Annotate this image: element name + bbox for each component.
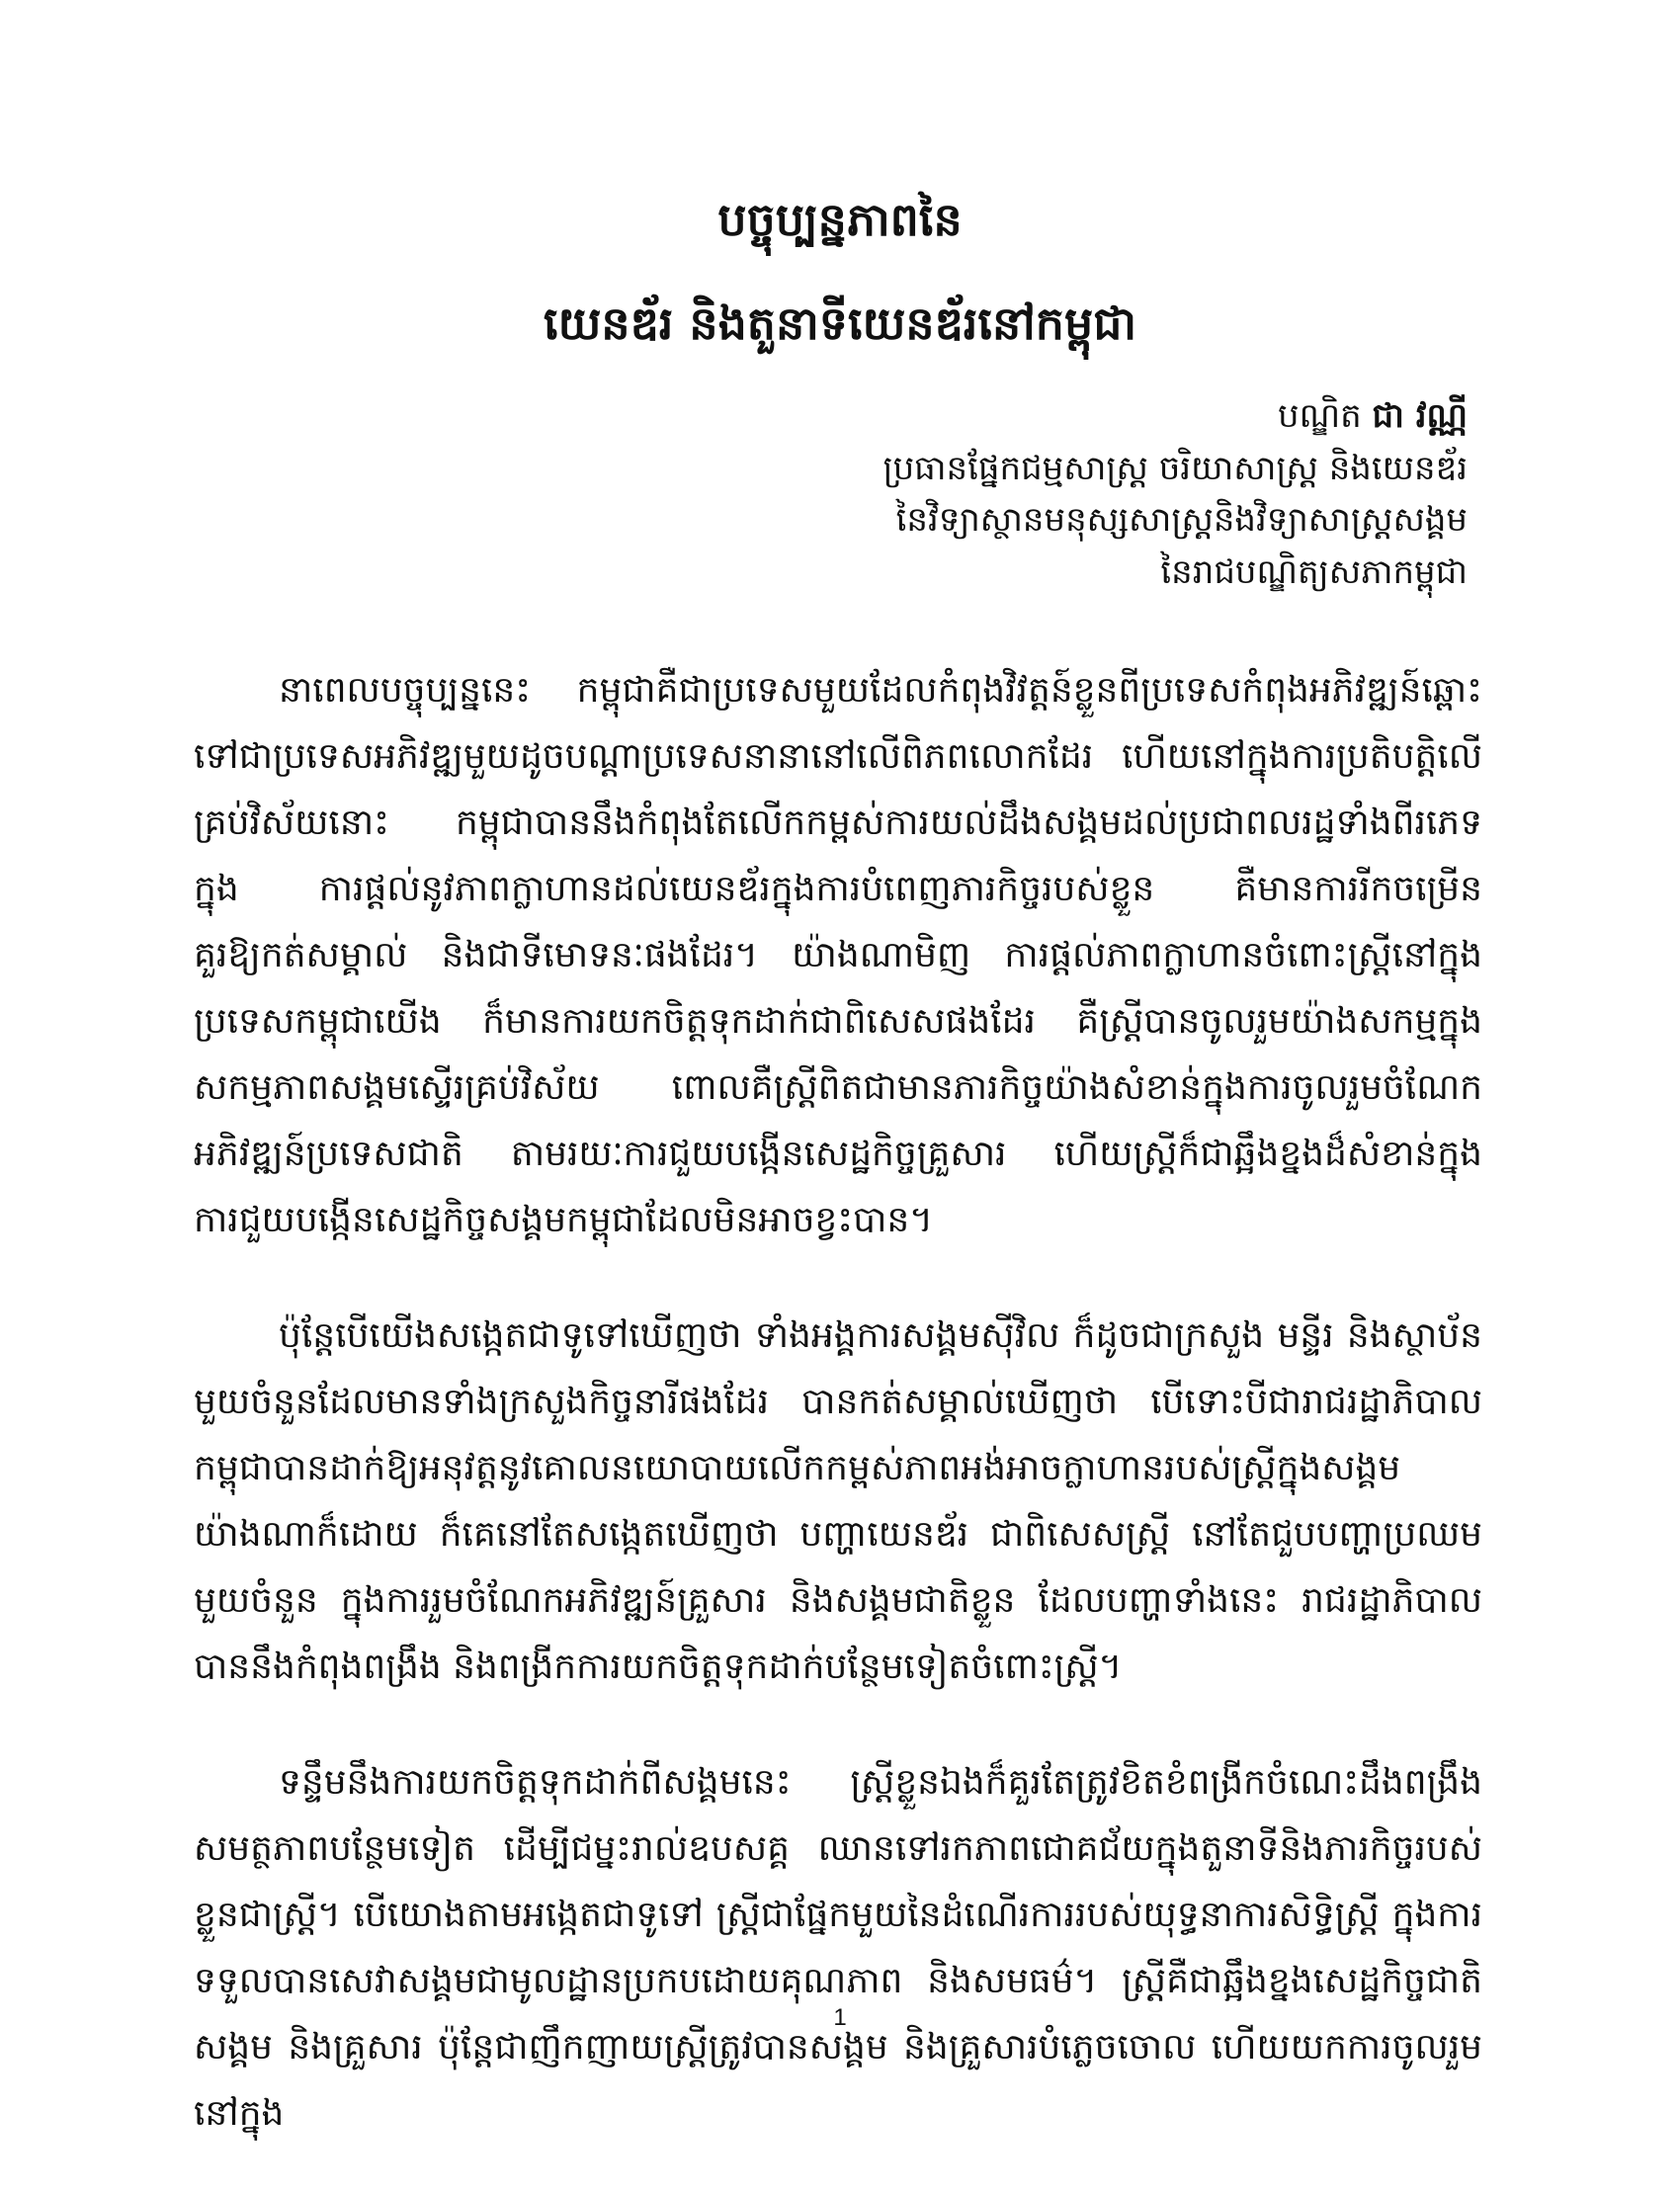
- body-text: [194, 657, 1482, 2196]
- author-block: [882, 390, 1468, 599]
- author-academy: នៃរាជបណ្ឌិត្យសភាកម្ពុជា: [1160, 552, 1468, 593]
- document-title-line-1: បច្ចុប្បន្នភាពនៃ: [717, 193, 963, 246]
- author-prefix: បណ្ឌិត: [1278, 396, 1362, 436]
- document-title-line-2: យេនឌ័រ និងតួនាទីយេនឌ័រនៅកម្ពុជា: [544, 296, 1136, 350]
- body-paragraph-3: ទន្ទឹមនឹងការយកចិត្តទុកដាក់ពីសង្គមនេះ ស្ត្រីខ្លួនឯងក៏គួរតែត្រូវខិតខំពង្រីកចំណេះដឹងពង្រឹងសមត្ថភាពបន្ថែមទៀត ដើម្បីជម្នះរាល់ឧបសគ្គ ឈានទៅរកភាពជោគជ័យក្នុងតួនាទីនិងភារកិច្ចរបស់ខ្លួនជាស្ត្រី។ បើយោងតាមអង្កេតជាទូទៅ ស្ត្រីជាផ្នែកមួយនៃដំណើរការរបស់យុទ្ធនាការសិទ្ធិស្ត្រី ក្នុងការទទួលបានសេវាសង្គមជាមូលដ្ឋានប្រកបដោយគុណភាព និងសមធម៌។ ស្ត្រីគឺជាឆ្អឹងខ្នងសេដ្ឋកិច្ចជាតិ សង្គម និងគ្រួសារ ប៉ុន្តែជាញឹកញាយស្ត្រីត្រូវបានសង្គម និងគ្រួសារបំភ្លេចចោល ហើយយកការចូលរួមនៅក្នុង: [194, 1762, 1482, 2134]
- page-number: 1: [833, 2004, 847, 2031]
- author-institute: នៃវិទ្យាស្ថានមនុស្សសាស្ត្រនិងវិទ្យាសាស្ត្រសង្គម: [895, 500, 1468, 541]
- author-position: ប្រធានផ្នែកជម្មសាស្ត្រ ចរិយាសាស្ត្រ និងយេនឌ័រ: [882, 448, 1468, 488]
- body-paragraph-2: ប៉ុន្តែបើយើងសង្កេតជាទូទៅឃើញថា ទាំងអង្គការសង្គមស៊ីវិល ក៏ដូចជាក្រសួង មន្ទីរ និងស្ថាប័នមួយចំនួនដែលមានទាំងក្រសួងកិច្ចនារីផងដែរ បានកត់សម្គាល់ឃើញថា បើទោះបីជារាជរដ្ឋាភិបាលកម្ពុជាបានដាក់ឱ្យអនុវត្តនូវគោលនយោបាយលើកកម្ពស់ភាពអង់អាចក្លាហានរបស់ស្ត្រីក្នុងសង្គមយ៉ាងណាក៏ដោយ ក៏គេនៅតែសង្កេតឃើញថា បញ្ហាយេនឌ័រ ជាពិសេសស្ត្រី នៅតែជួបបញ្ហាប្រឈមមួយចំនួន ក្នុងការរួមចំណែកអភិវឌ្ឍន៍គ្រួសារ និងសង្គមជាតិខ្លួន ដែលបញ្ហាទាំងនេះ រាជរដ្ឋាភិបាលបាននឹងកំពុងពង្រឹង និងពង្រីកការយកចិត្តទុកដាក់បន្ថែមទៀតចំពោះស្ត្រី។: [194, 1315, 1482, 1687]
- author-name-line: [882, 390, 1468, 443]
- author-name: ជា វណ្ណី: [1372, 396, 1468, 436]
- body-paragraph-1: នាពេលបច្ចុប្បន្ននេះ កម្ពុជាគឺជាប្រទេសមួយដែលកំពុងវិវត្តន៍ខ្លួនពីប្រទេសកំពុងអភិវឌ្ឍន៍ឆ្ពោះទៅជាប្រទេសអភិវឌ្ឍមួយដូចបណ្តាប្រទេសនានានៅលើពិភពលោកដែរ ហើយនៅក្នុងការប្រតិបត្តិលើគ្រប់វិស័យនោះ កម្ពុជាបាននឹងកំពុងតែលើកកម្ពស់ការយល់ដឹងសង្គមដល់ប្រជាពលរដ្ឋទាំងពីរភេទ ក្នុង ការផ្តល់នូវភាពក្លាហានដល់យេនឌ័រក្នុងការបំពេញភារកិច្ចរបស់ខ្លួន គឺមានការរីកចម្រើនគួរឱ្យកត់សម្គាល់ និងជាទីមោទនៈផងដែរ។ យ៉ាងណាមិញ ការផ្តល់ភាពក្លាហានចំពោះស្ត្រីនៅក្នុងប្រទេសកម្ពុជាយើង ក៏មានការយកចិត្តទុកដាក់ជាពិសេសផងដែរ គឺស្ត្រីបានចូលរួមយ៉ាងសកម្មក្នុងសកម្មភាពសង្គមស្ទើរគ្រប់វិស័យ ពោលគឺស្ត្រីពិតជាមានភារកិច្ចយ៉ាងសំខាន់ក្នុងការចូលរួមចំណែកអភិវឌ្ឍន៍ប្រទេសជាតិ តាមរយៈការជួយបង្កើនសេដ្ឋកិច្ចគ្រួសារ ហើយស្ត្រីក៏ជាឆ្អឹងខ្នងដ៏សំខាន់ក្នុងការជួយបង្កើនសេដ្ឋកិច្ចសង្គមកម្ពុជាដែលមិនអាចខ្វះបាន។: [194, 670, 1482, 1240]
